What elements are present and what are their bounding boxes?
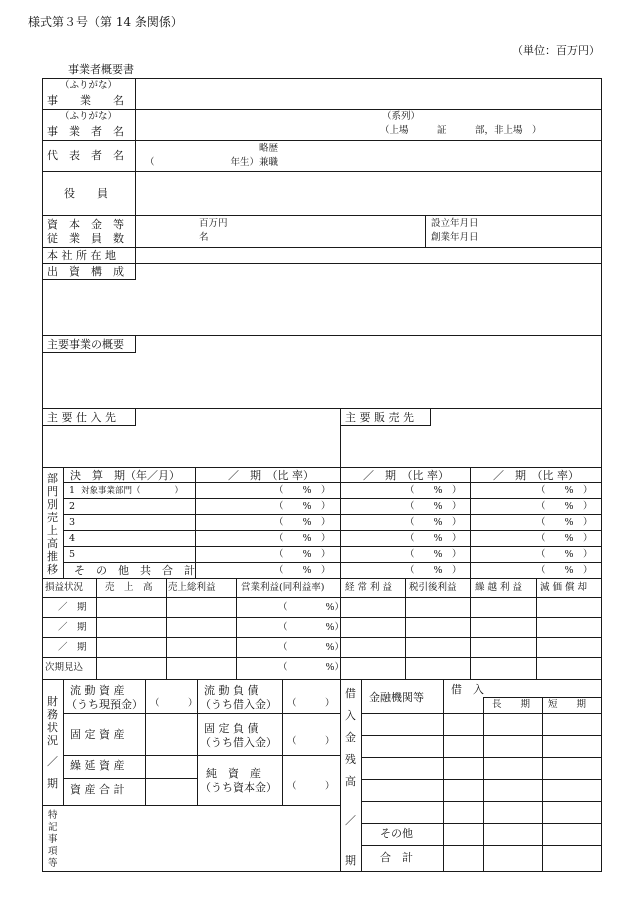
current-borrowings-label: （うち借入金） <box>200 698 277 711</box>
capital-label: 資 本 金 等 <box>47 218 124 231</box>
main-business-label: 主要事業の概要 <box>47 338 124 351</box>
sales-row-no-1: 1 <box>69 485 76 496</box>
cash-deposits-label: （うち現預金） <box>66 698 143 711</box>
pct-cell: （ % ） <box>536 517 593 528</box>
other-label: その他 <box>380 827 413 840</box>
furigana-label-2: （ふりがな） <box>60 111 118 122</box>
short-term-label: 短 期 <box>548 699 587 710</box>
furigana-label-1: （ふりがな） <box>60 80 118 91</box>
fiscal-period-header: 決 算 期（年／月） <box>70 469 180 482</box>
current-assets-label: 流 動 資 産 <box>70 684 125 697</box>
sales-row-label-1: 対象事業部門（ ） <box>81 486 184 496</box>
headquarters-label: 本 社 所 在 地 <box>47 249 116 262</box>
period-header-2: ／ 期 （比 率） <box>363 469 449 482</box>
capital-stock-label: （うち資本金） <box>200 781 277 794</box>
total-assets-label: 資 産 合 計 <box>70 783 125 796</box>
pct-cell: （ % ） <box>536 533 593 544</box>
sales-row-no-4: 4 <box>69 533 76 544</box>
established-date-label: 設立年月日 <box>431 218 479 229</box>
pct-cell: （ % ） <box>536 485 593 496</box>
birth-year-label: （ 年生） <box>145 157 260 168</box>
pct-cell: （ % ） <box>405 533 462 544</box>
employee-unit: 名 <box>199 232 209 243</box>
pct-cell: （ % ） <box>274 485 331 496</box>
pct-cell: （ % ） <box>274 549 331 560</box>
sales-row-no-3: 3 <box>69 517 76 528</box>
cash-paren: （ ） <box>150 698 198 709</box>
fixed-liabilities-label: 固 定 負 債 <box>204 722 259 735</box>
pct-cell: （ % ） <box>405 485 462 496</box>
career-label: 略歴 <box>259 143 279 154</box>
na-paren: （ ） <box>287 781 335 792</box>
listing-status: （上場 証 部，非上場 ） <box>380 125 542 136</box>
total-label: 合 計 <box>380 851 413 864</box>
cl-paren: （ ） <box>287 698 335 709</box>
pl-pct-cell: （ %） <box>278 642 345 653</box>
founded-date-label: 創業年月日 <box>431 232 479 243</box>
capital-unit: 百万円 <box>199 218 228 229</box>
pct-cell: （ % ） <box>536 549 593 560</box>
bank-label: 金融機関等 <box>369 691 424 704</box>
pl-row-period-2: ／ 期 <box>58 622 87 633</box>
document-title: 事業者概要書 <box>68 63 134 76</box>
deferred-assets-label: 繰 延 資 産 <box>70 759 125 772</box>
pct-cell: （ % ） <box>274 501 331 512</box>
borrowing-label: 借 入 <box>451 683 484 696</box>
pl-header-net: 税引後利益 <box>409 582 457 593</box>
investment-structure-label: 出 資 構 成 <box>47 265 124 278</box>
concurrent-post-label: 兼職 <box>259 157 279 168</box>
unit-label: （単位：百万円） <box>512 44 600 57</box>
pct-cell: （ % ） <box>274 517 331 528</box>
fixed-assets-label: 固 定 資 産 <box>70 728 125 741</box>
fl-paren: （ ） <box>287 736 335 747</box>
pct-cell: （ % ） <box>536 501 593 512</box>
fixed-borrowings-label: （うち借入金） <box>200 736 277 749</box>
pl-header-gross: 売上総利益 <box>168 582 216 593</box>
pl-status-label: 損益状況 <box>45 582 84 593</box>
pl-row-period-1: ／ 期 <box>58 602 87 613</box>
employees-label: 従 業 員 数 <box>47 232 124 245</box>
pl-pct-cell: （ %） <box>278 662 345 673</box>
sales-destinations-label: 主 要 販 売 先 <box>345 411 414 424</box>
officers-label: 役 員 <box>64 187 108 200</box>
pl-header-ordinary: 経 常 利 益 <box>345 582 393 593</box>
period-header-1: ／ 期 （比 率） <box>228 469 314 482</box>
pct-cell: （ % ） <box>405 565 462 576</box>
pl-row-forecast: 次期見込 <box>45 662 84 673</box>
sales-row-no-5: 5 <box>69 549 76 560</box>
operator-name-label: 事 業 者 名 <box>47 125 124 138</box>
pl-pct-cell: （ %） <box>278 622 345 633</box>
keiretsu-label: （系列） <box>382 111 421 122</box>
long-term-label: 長 期 <box>492 699 531 710</box>
pct-cell: （ % ） <box>405 517 462 528</box>
suppliers-label: 主 要 仕 入 先 <box>47 411 116 424</box>
pct-cell: （ % ） <box>536 565 593 576</box>
pct-cell: （ % ） <box>274 533 331 544</box>
pl-pct-cell: （ %） <box>278 602 345 613</box>
pct-cell: （ % ） <box>405 549 462 560</box>
pl-header-operating: 営業利益(同利益率) <box>241 582 325 593</box>
pct-cell: （ % ） <box>405 501 462 512</box>
pl-header-depreciation: 減 価 償 却 <box>540 582 588 593</box>
pl-header-sales: 売 上 高 <box>105 582 153 593</box>
pl-row-period-3: ／ 期 <box>58 642 87 653</box>
sales-row-no-2: 2 <box>69 501 76 512</box>
net-assets-label: 純 資 産 <box>206 767 261 780</box>
pct-cell: （ % ） <box>274 565 331 576</box>
period-header-3: ／ 期 （比 率） <box>493 469 579 482</box>
representative-label: 代 表 者 名 <box>47 149 124 162</box>
business-name-label: 事 業 名 <box>47 94 124 107</box>
form-number: 様式第３号（第 14 条関係） <box>28 15 183 29</box>
sales-total-label: そ の 他 共 合 計 <box>74 564 195 577</box>
pl-header-retained: 繰 越 利 益 <box>475 582 523 593</box>
current-liabilities-label: 流 動 負 債 <box>204 684 259 697</box>
